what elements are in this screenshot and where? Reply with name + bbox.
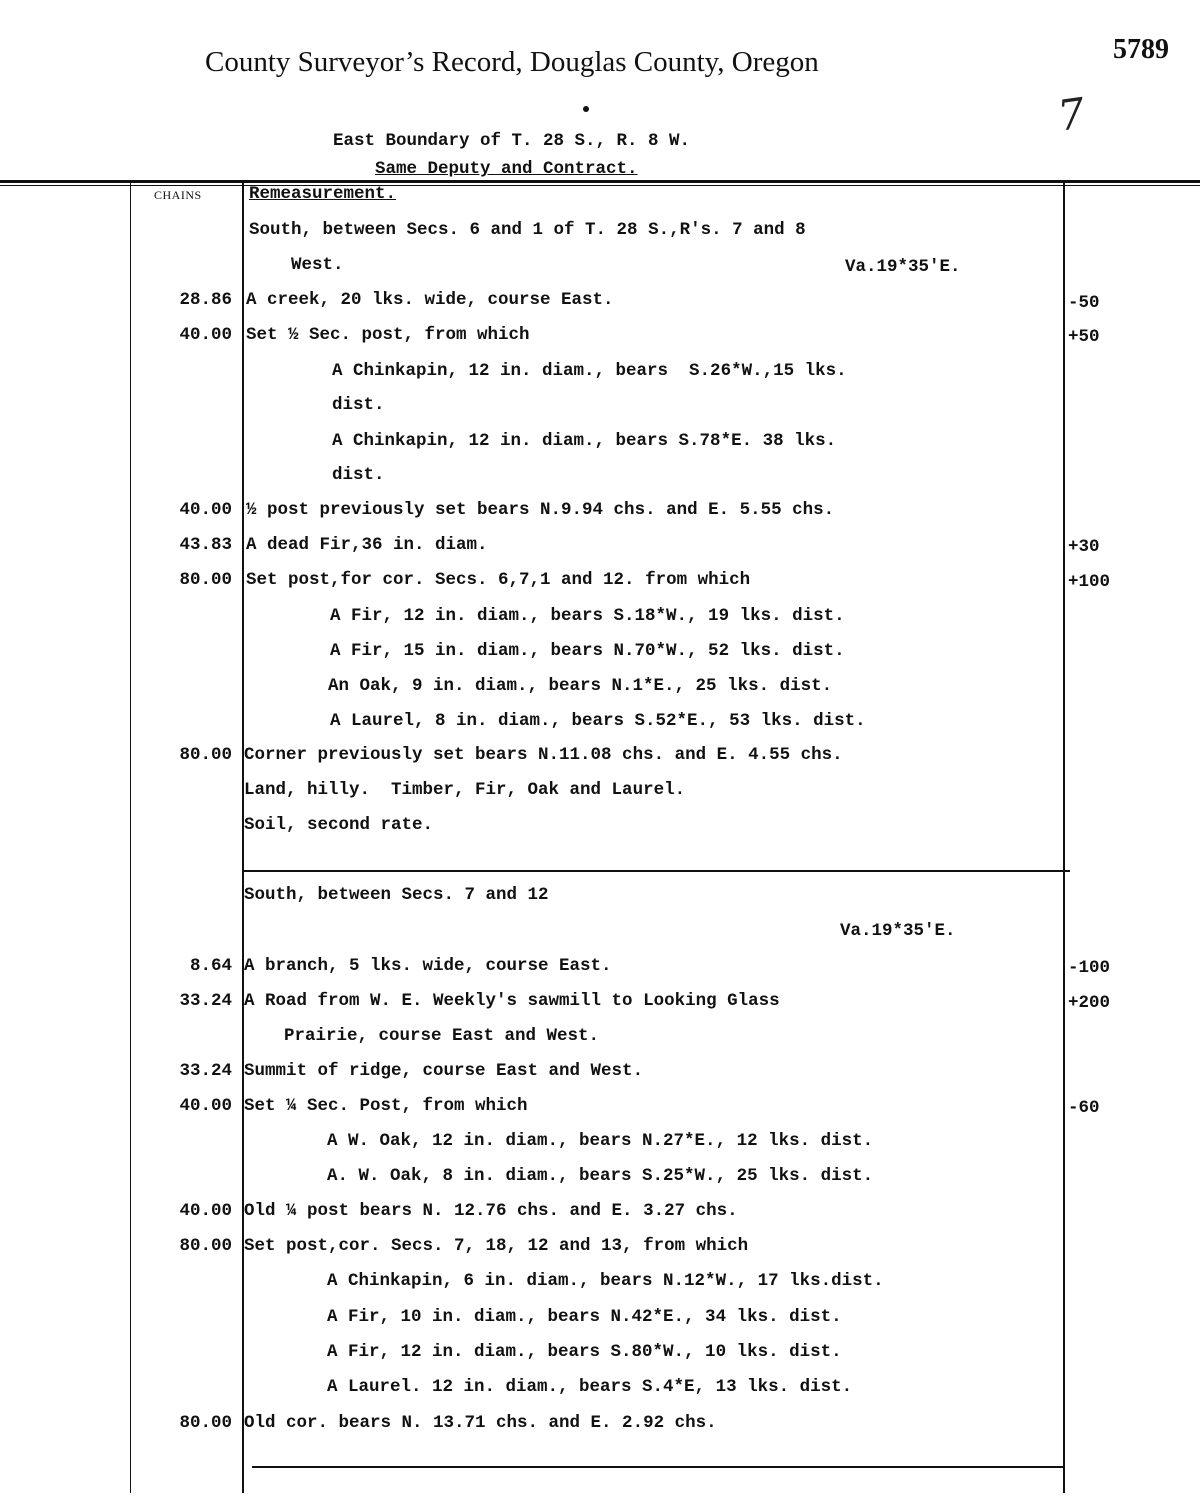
top-rule-thin [0,185,1200,186]
chain-value: 40.00 [179,1201,232,1221]
entry-text: Set ½ Sec. post, from which [246,325,530,345]
entry-text: A Fir, 12 in. diam., bears S.80*W., 10 lks. dist. [327,1342,842,1362]
chains-column-rule [242,183,244,1493]
entry-text: A Chinkapin, 12 in. diam., bears S.78*E. 38 lks. [332,431,837,451]
correction-value: +100 [1068,572,1111,592]
entry-text: Old cor. bears N. 13.71 chs. and E. 2.92 chs. [244,1413,717,1433]
page-title: County Surveyor’s Record, Douglas County, Oregon [205,46,819,78]
entry-text: Set ¼ Sec. Post, from which [244,1096,528,1116]
chain-value: 40.00 [179,325,232,345]
entry-text: Prairie, course East and West. [284,1026,600,1046]
entry-text: dist. [332,395,385,415]
variation-note: Va.19*35'E. [845,257,961,277]
entry-text: A Fir, 12 in. diam., bears S.18*W., 19 lks. dist. [330,606,845,626]
chain-value: 8.64 [189,956,232,976]
right-column-rule [1063,183,1065,1493]
entry-text: A creek, 20 lks. wide, course East. [246,290,614,310]
chain-value: 80.00 [179,745,232,765]
entry-text: A Road from W. E. Weekly's sawmill to Looking Glass [244,991,780,1011]
chain-value: 80.00 [179,570,232,590]
entry-text: Set post,for cor. Secs. 6,7,1 and 12. from which [246,570,751,590]
entry-text: A Chinkapin, 12 in. diam., bears S.26*W.,15 lks. [332,361,847,381]
entry-text: South, between Secs. 6 and 1 of T. 28 S.,R's. 7 and 8 [249,220,806,240]
chain-value: 40.00 [179,500,232,520]
entry-text: Land, hilly. Timber, Fir, Oak and Laurel. [244,780,686,800]
top-rule [0,180,1200,183]
chain-value: 43.83 [179,535,232,555]
chain-value: 80.00 [179,1413,232,1433]
correction-value: -60 [1068,1098,1100,1118]
entry-text: A Laurel. 12 in. diam., bears S.4*E, 13 lks. dist. [327,1377,853,1397]
section-heading: Remeasurement. [249,184,397,204]
entry-text: A. W. Oak, 8 in. diam., bears S.25*W., 25 lks. dist. [327,1166,874,1186]
section-divider [242,870,1070,872]
variation-note: Va.19*35'E. [840,921,956,941]
entry-text: dist. [332,465,385,485]
correction-value: +50 [1068,327,1100,347]
entry-text: Set post,cor. Secs. 7, 18, 12 and 13, from which [244,1236,749,1256]
entry-text: South, between Secs. 7 and 12 [244,885,549,905]
entry-text: A Fir, 15 in. diam., bears N.70*W., 52 lks. dist. [330,641,845,661]
entry-text: A W. Oak, 12 in. diam., bears N.27*E., 12 lks. dist. [327,1131,874,1151]
entry-text: A Fir, 10 in. diam., bears N.42*E., 34 lks. dist. [327,1307,842,1327]
chains-column-header: CHAINS [154,188,202,202]
entry-text: Soil, second rate. [244,815,434,835]
chain-value: 33.24 [179,991,232,1011]
entry-text: A Laurel, 8 in. diam., bears S.52*E., 53 lks. dist. [330,711,866,731]
entry-text: A Chinkapin, 6 in. diam., bears N.12*W., 17 lks.dist. [327,1271,884,1291]
ink-dot [583,106,589,112]
entry-text: West. [291,255,344,275]
left-column-rule [130,183,131,1493]
boundary-title: East Boundary of T. 28 S., R. 8 W. [333,131,691,151]
bottom-divider [252,1466,1064,1468]
entry-text: A dead Fir,36 in. diam. [246,535,488,555]
correction-value: +200 [1068,993,1111,1013]
correction-value: -50 [1068,293,1100,313]
correction-value: +30 [1068,537,1100,557]
entry-text: ½ post previously set bears N.9.94 chs. and E. 5.55 chs. [246,500,835,520]
chain-value: 33.24 [179,1061,232,1081]
page-number: 5789 [1113,34,1169,65]
chain-value: 80.00 [179,1236,232,1256]
entry-text: A branch, 5 lks. wide, course East. [244,956,612,976]
entry-text: Summit of ridge, course East and West. [244,1061,644,1081]
chain-value: 40.00 [179,1096,232,1116]
chain-value: 28.86 [179,290,232,310]
correction-value: -100 [1068,958,1111,978]
entry-text: An Oak, 9 in. diam., bears N.1*E., 25 lks. dist. [328,676,833,696]
entry-text: Old ¼ post bears N. 12.76 chs. and E. 3.27 chs. [244,1201,738,1221]
entry-text: Corner previously set bears N.11.08 chs. and E. 4.55 chs. [244,745,843,765]
deputy-contract-line: Same Deputy and Contract. [375,159,638,179]
handwritten-mark: 7 [1054,88,1089,141]
